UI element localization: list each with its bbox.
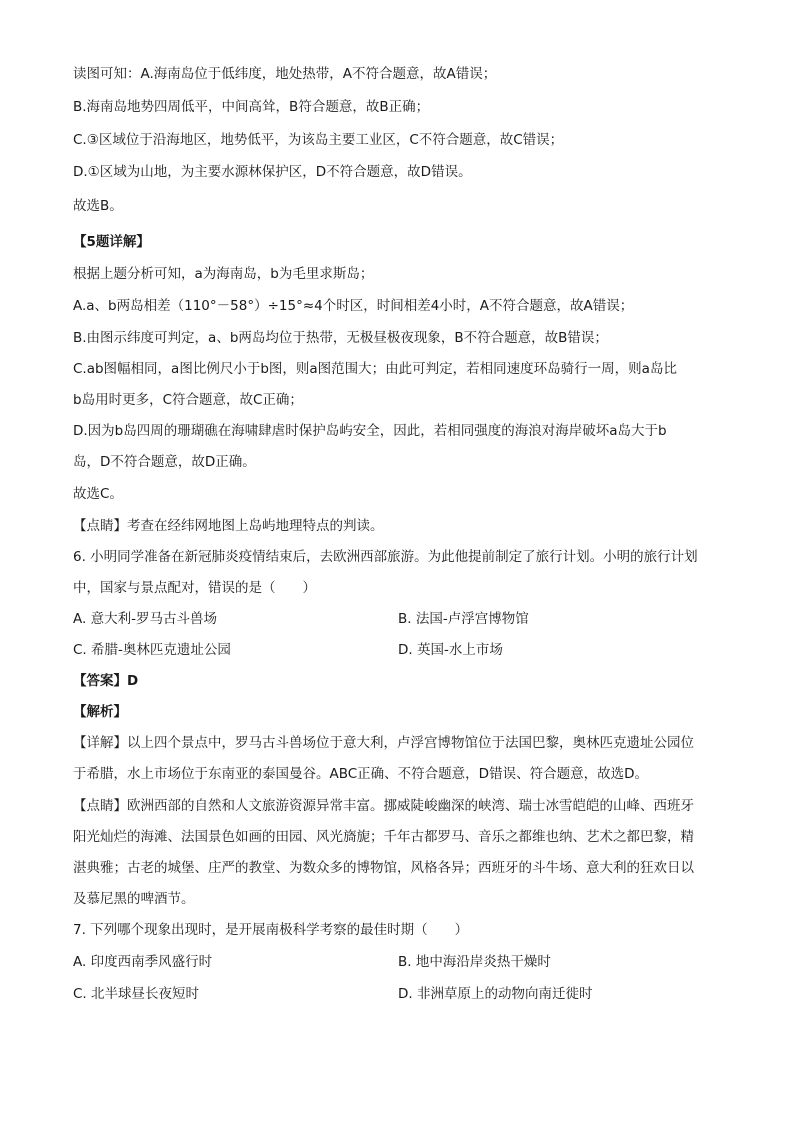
text-line: 岛，D不符合题意，故D正确。 bbox=[73, 454, 256, 470]
option-b: B. 地中海沿岸炎热干燥时 bbox=[398, 954, 551, 970]
text-line: C.③区域位于沿海地区，地势低平，为该岛主要工业区，C不符合题意，故C错误； bbox=[73, 132, 564, 148]
question-6-cont: 中，国家与景点配对，错误的是（ ） bbox=[73, 580, 316, 596]
text-line: 湛典雅；古老的城堡、庄严的教堂、为数众多的博物馆，风格各异；西班牙的斗牛场、意大利的狂欢日以 bbox=[73, 860, 694, 876]
text-line: D.①区域为山地，为主要水源林保护区，D不符合题意，故D错误。 bbox=[73, 164, 472, 180]
text-line: 【详解】以上四个景点中，罗马古斗兽场位于意大利，卢浮宫博物馆位于法国巴黎，奥林匹克遗址公园位 bbox=[73, 735, 694, 751]
tip-line: 【点睛】考查在经纬网地图上岛屿地理特点的判读。 bbox=[73, 518, 384, 534]
text-line: 故选C。 bbox=[73, 486, 123, 502]
option-a: A. 意大利-罗马古斗兽场 bbox=[73, 611, 217, 627]
option-c: C. 希腊-奥林匹克遗址公园 bbox=[73, 642, 231, 658]
text-line: B.海南岛地势四周低平，中间高耸，B符合题意，故B正确； bbox=[73, 99, 430, 115]
section-heading: 【5题详解】 bbox=[73, 234, 150, 250]
option-b: B. 法国-卢浮宫博物馆 bbox=[398, 611, 529, 627]
text-line: 及慕尼黑的啤酒节。 bbox=[73, 891, 195, 907]
question-6: 6. 小明同学准备在新冠肺炎疫情结束后，去欧洲西部旅游。为此他提前制定了旅行计划。小明的旅行计划 bbox=[73, 549, 698, 565]
analysis-label: 【解析】 bbox=[73, 704, 127, 720]
text-line: 根据上题分析可知，a为海南岛，b为毛里求斯岛； bbox=[73, 266, 374, 282]
option-d: D. 英国-水上市场 bbox=[398, 642, 503, 658]
text-line: b岛用时更多，C符合题意，故C正确； bbox=[73, 392, 303, 408]
question-7: 7. 下列哪个现象出现时，是开展南极科学考察的最佳时期（ ） bbox=[73, 922, 469, 938]
text-line: A.a、b两岛相差（110°－58°）÷15°≈4个时区，时间相差4小时，A不符合题意，故A错误； bbox=[73, 298, 634, 314]
text-line: 故选B。 bbox=[73, 198, 123, 214]
text-line: B.由图示纬度可判定，a、b两岛均位于热带，无极昼极夜现象，B不符合题意，故B错误； bbox=[73, 330, 608, 346]
text-line: 阳光灿烂的海滩、法国景色如画的田园、风光旖旎；千年古都罗马、音乐之都维也纳、艺术之都巴黎，精 bbox=[73, 829, 694, 845]
text-line: 读图可知：A.海南岛位于低纬度，地处热带，A不符合题意，故A错误； bbox=[73, 66, 497, 82]
text-line: C.ab图幅相同，a图比例尺小于b图，则a图范围大；由此可判定，若相同速度环岛骑行一周，则a岛比 bbox=[73, 361, 677, 377]
option-c: C. 北半球昼长夜短时 bbox=[73, 986, 200, 1002]
option-d: D. 非洲草原上的动物向南迁徙时 bbox=[398, 986, 593, 1002]
text-line: 于希腊，水上市场位于东南亚的泰国曼谷。ABC正确、不符合题意，D错误、符合题意，故选D。 bbox=[73, 766, 648, 782]
text-line: 【点睛】欧洲西部的自然和人文旅游资源异常丰富。挪威陡峻幽深的峡湾、瑞士冰雪皑皑的山峰、西班牙 bbox=[73, 798, 694, 814]
answer-label: 【答案】D bbox=[73, 673, 139, 689]
text-line: D.因为b岛四周的珊瑚礁在海啸肆虐时保护岛屿安全，因此，若相同强度的海浪对海岸破坏a岛大于b bbox=[73, 423, 667, 439]
option-a: A. 印度西南季风盛行时 bbox=[73, 954, 213, 970]
